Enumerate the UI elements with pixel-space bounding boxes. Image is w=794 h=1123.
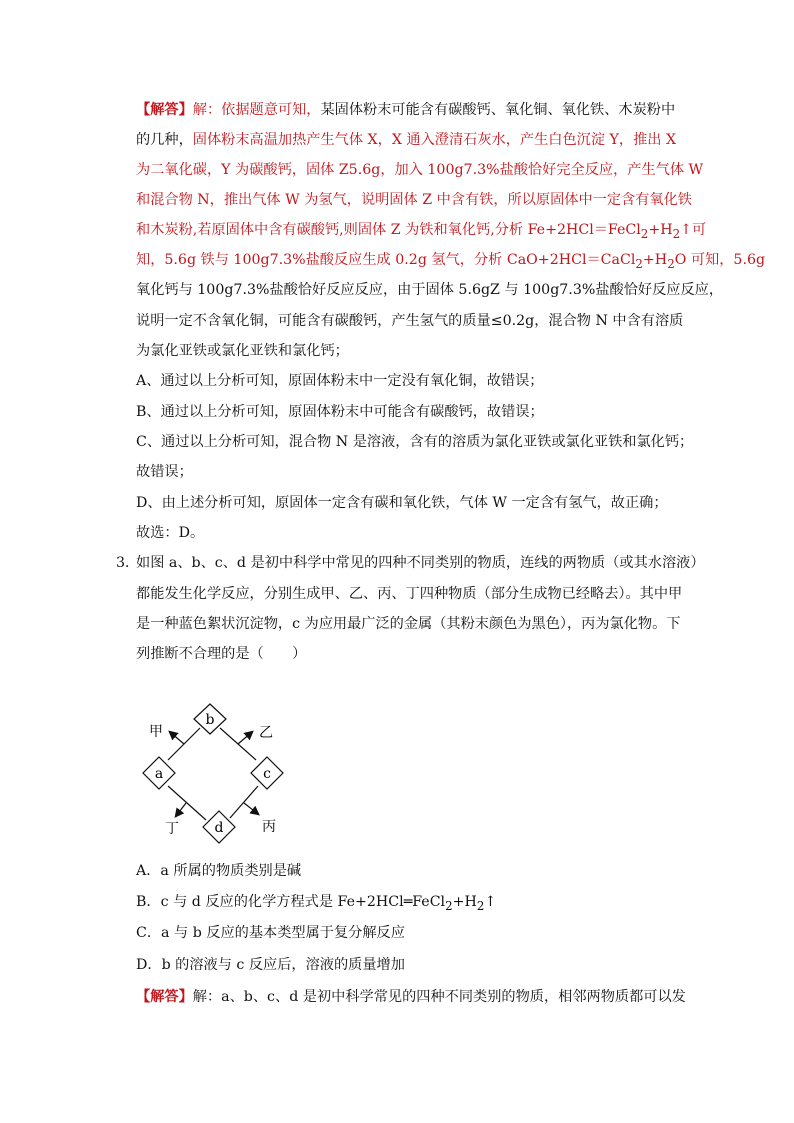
edge-a-d: [168, 786, 206, 820]
subscript: 2: [667, 256, 675, 271]
answer-line-3: 为二氧化碳，Y 为碳酸钙，固体 Z5.6g，加入 100g7.3%盐酸恰好完全反应，产生气体 W: [136, 162, 704, 178]
answer-selection: 故选：D。: [136, 525, 205, 541]
label-jia: 甲: [149, 724, 163, 740]
arrow-jia: [170, 732, 184, 744]
subscript: 2: [476, 898, 485, 913]
answer-text: +H: [648, 222, 673, 238]
question-line-4: 列推断不合理的是（ ）: [136, 646, 307, 662]
answer-option-d: D、由上述分析可知，原固体一定含有碳和氧化铁，气体 W 一定含有氢气，故正确；: [136, 495, 668, 511]
answer-option-b: B、通过以上分析可知，原固体粉末中可能含有碳酸钙，故错误；: [136, 404, 544, 420]
option-d: D．b 的溶液与 c 反应后，溶液的质量增加: [136, 957, 405, 973]
option-b-text: +H: [452, 894, 477, 910]
answer-line-6: [136, 250, 765, 274]
option-b-text: ↑: [484, 894, 497, 910]
answer-option-c: C、通过以上分析可知，混合物 N 是溶液，含有的溶质为氯化亚铁或氯化亚铁和氯化钙；: [136, 434, 694, 450]
question-line-2: 都能发生化学反应，分别生成甲、乙、丙、丁四种物质（部分生成物已经略去）。其中甲: [136, 586, 683, 602]
answer-text: 某固体粉末可能含有碳酸钙、氧化铜、氧化铁、木炭粉中: [320, 102, 676, 118]
answer-text: ↑可: [680, 222, 707, 238]
option-a: A．a 所属的物质类别是碱: [136, 863, 302, 879]
option-b: [136, 892, 496, 916]
answer2-line-1: [136, 987, 686, 1007]
answer-tag: 【解答】: [136, 989, 193, 1005]
subscript: 2: [445, 898, 453, 913]
question-line-1: 如图 a、b、c、d 是初中科学中常见的四种不同类别的物质，连线的两物质（或其水溶液）: [136, 555, 705, 571]
answer-line-9: 为氯化亚铁或氯化亚铁和氯化钙；: [136, 343, 349, 359]
answer-text: 和木炭粉,若原固体中含有碳酸钙,则固体 Z 为铁和氧化钙,分析 Fe+2HCl＝FeCl: [136, 222, 641, 238]
option-b-text: B．c 与 d 反应的化学方程式是 Fe+2HCl═FeCl: [136, 894, 446, 910]
arrow-yi: [238, 732, 252, 744]
option-c: C．a 与 b 反应的基本类型属于复分解反应: [136, 925, 405, 941]
answer-text: 固体粉末高温加热产生气体 X，X 通入澄清石灰水，产生白色沉淀 Y，推出 X: [192, 132, 677, 148]
subscript: 2: [640, 226, 649, 241]
answer-text: +H: [642, 252, 668, 268]
question-line-3: 是一种蓝色絮状沉淀物，c 为应用最广泛的金属（其粉末颜色为黑色），丙为氯化物。下: [136, 616, 681, 632]
node-c-label: c: [263, 766, 271, 782]
answer-text: 解：依据题意可知，: [192, 102, 321, 118]
answer-tag: 【解答】: [136, 102, 193, 118]
answer-line-4: 和混合物 N，推出气体 W 为氢气，说明固体 Z 中含有铁，所以原固体中一定含有氧化铁: [136, 192, 692, 208]
node-b-label: b: [205, 712, 215, 728]
answer-line-8: 说明一定不含氧化铜，可能含有碳酸钙，产生氢气的质量≤0.2g，混合物 N 中含有溶质: [136, 313, 684, 329]
answer-line-1: [136, 100, 675, 120]
answer-text: 的几种，: [136, 132, 193, 148]
subscript: 2: [635, 256, 643, 271]
arrow-ding: [176, 803, 186, 816]
reaction-diagram: [140, 700, 300, 845]
label-ding: 丁: [165, 821, 179, 837]
question-number: 3．: [116, 555, 140, 571]
node-a-label: a: [154, 766, 164, 782]
answer-text: O 可知，5.6g: [674, 252, 766, 268]
label-yi: 乙: [259, 725, 273, 741]
node-c: [251, 757, 283, 789]
node-a: [143, 757, 175, 789]
answer-line-2: [136, 130, 676, 150]
answer-option-c-cont: 故错误；: [136, 464, 193, 480]
answer-line-5: [136, 220, 706, 244]
answer-text: 知，5.6g 铁与 100g7.3%盐酸反应生成 0.2g 氢气，分析 CaO+2HCl＝CaCl: [136, 252, 636, 268]
answer-text: 解：a、b、c、d 是初中科学常见的四种不同类别的物质，相邻两物质都可以发: [192, 989, 686, 1005]
edge-c-d: [230, 786, 258, 818]
label-bing: 丙: [262, 819, 276, 835]
node-d-label: d: [214, 820, 224, 836]
answer-line-7: 氧化钙与 100g7.3%盐酸恰好反应反应，由于固体 5.6gZ 与 100g7.3%盐酸恰好反应反应，: [136, 282, 724, 298]
answer-option-a: A、通过以上分析可知，原固体粉末中一定没有氧化铜，故错误；: [136, 373, 544, 389]
subscript: 2: [672, 226, 681, 241]
arrow-bing: [244, 803, 258, 814]
node-d: [203, 811, 235, 843]
